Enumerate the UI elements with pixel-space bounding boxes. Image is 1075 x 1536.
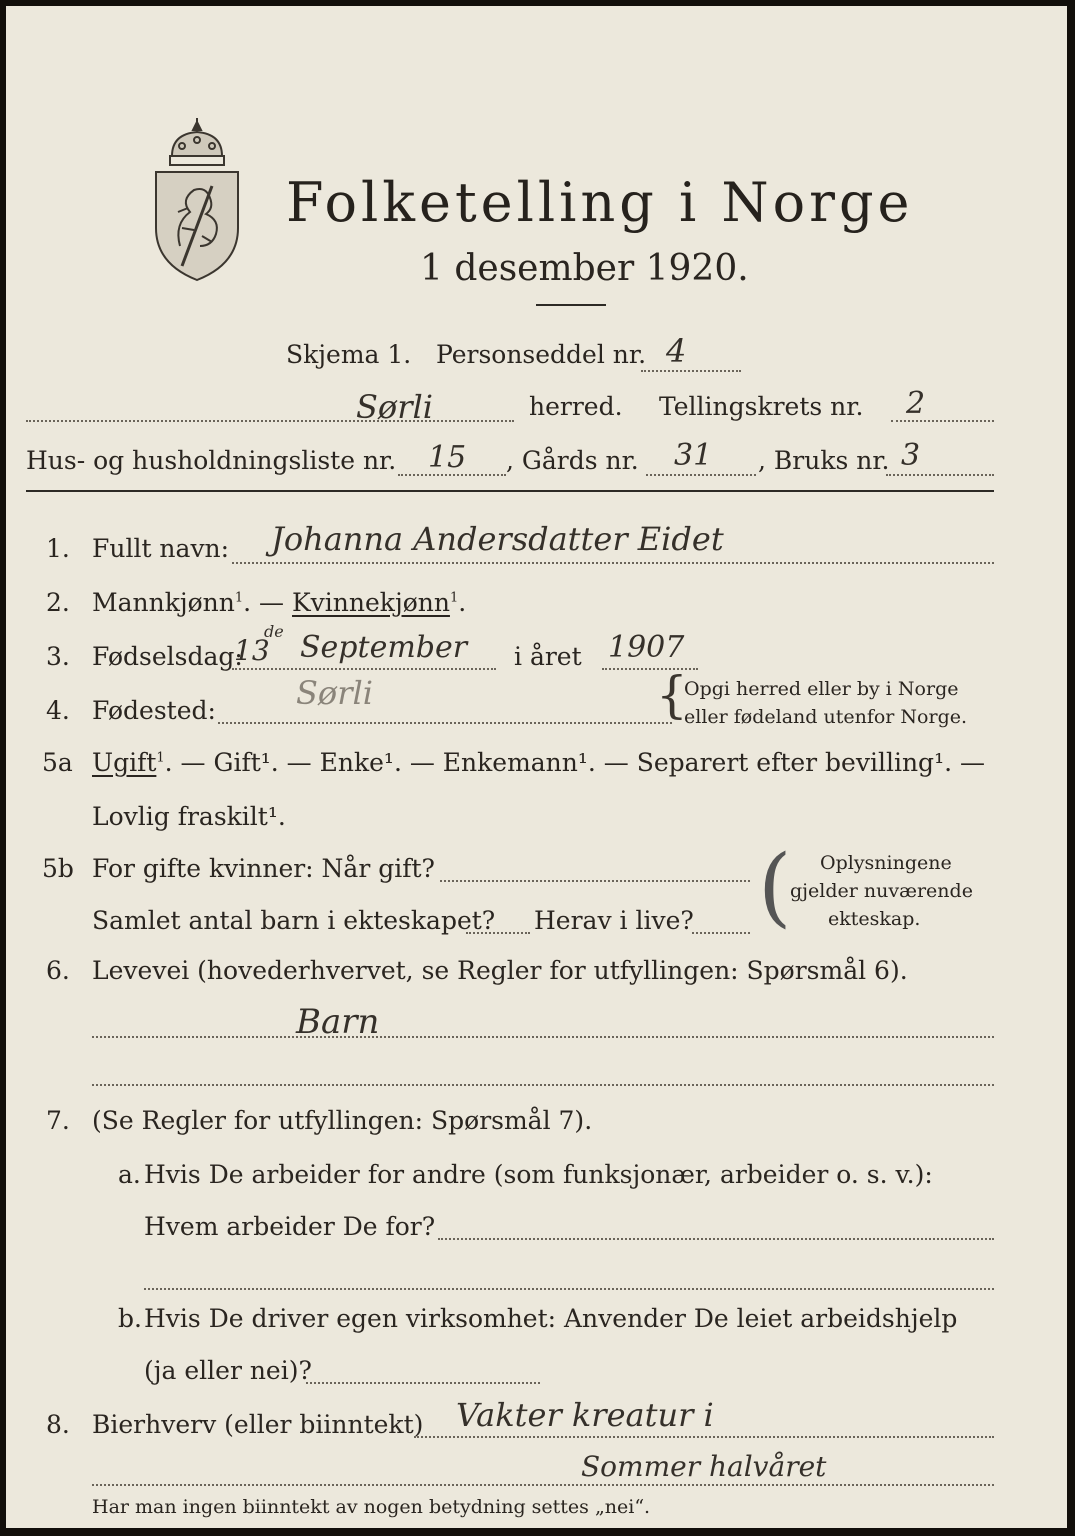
q3-label: Fødselsdag:	[92, 642, 243, 671]
q5b-label2: Samlet antal barn i ekteskapet?	[92, 906, 496, 935]
q1-label: Fullt navn:	[92, 534, 230, 563]
q7a-letter: a.	[118, 1160, 141, 1189]
personseddel-value[interactable]: 4	[666, 332, 687, 370]
tellingskrets-value[interactable]: 2	[906, 386, 926, 421]
herred-value[interactable]: Sørli	[356, 388, 433, 426]
birthplace-value[interactable]: Sørli	[296, 674, 373, 712]
gards-label: , Gårds nr.	[506, 446, 639, 475]
q5b-brace: (	[758, 837, 792, 937]
q3-year-label: i året	[514, 642, 582, 671]
q7a-label: Hvis De arbeider for andre (som funksjonær, arbeider o. s. v.):	[144, 1160, 933, 1189]
title-divider	[536, 304, 606, 306]
gards-value[interactable]: 31	[674, 438, 713, 473]
side-occupation-value1[interactable]: Vakter kreatur i	[456, 1396, 714, 1434]
q4-note-line1: Opgi herred eller by i Norge	[684, 678, 959, 700]
q5b-note2: gjelder nuværende	[790, 880, 973, 902]
q2-number: 2.	[46, 588, 70, 617]
census-date: 1 desember 1920.	[420, 248, 749, 289]
q7b-label: Hvis De driver egen virksomhet: Anvender De leiet arbeidshjelp	[144, 1304, 958, 1333]
full-name-value[interactable]: Johanna Andersdatter Eidet	[271, 520, 724, 558]
q1-number: 1.	[46, 534, 70, 563]
q2-options: Mannkjønn$^1$. — Kvinnekjønn$^1$.	[92, 588, 467, 617]
coat-of-arms-icon	[152, 116, 242, 284]
q5b-note1: Oplysningene	[820, 852, 952, 874]
q5a-line2: Lovlig fraskilt¹.	[92, 802, 286, 831]
bruks-value[interactable]: 3	[901, 438, 921, 473]
form-title: Folketelling i Norge	[286, 171, 914, 234]
q5b-number: 5b	[42, 854, 74, 883]
q7-number: 7.	[46, 1106, 70, 1135]
q5b-label3: Herav i live?	[534, 906, 694, 935]
footer-note: Har man ingen biinntekt av nogen betydning settes „nei“.	[92, 1496, 651, 1518]
birth-year-value[interactable]: 1907	[608, 630, 685, 665]
q4-number: 4.	[46, 696, 70, 725]
female-option-selected[interactable]: Kvinnekjønn	[292, 588, 450, 617]
bruks-label: , Bruks nr.	[758, 446, 890, 475]
q8-label: Bierhverv (eller biinntekt)	[92, 1410, 424, 1439]
q8-number: 8.	[46, 1410, 70, 1439]
q4-note-line2: eller fødeland utenfor Norge.	[684, 706, 968, 728]
q7a-label2: Hvem arbeider De for?	[144, 1212, 436, 1241]
herred-label: herred.	[529, 392, 623, 421]
schema-label: Skjema 1.	[286, 340, 412, 369]
q3-number: 3.	[46, 642, 70, 671]
q7b-letter: b.	[118, 1304, 142, 1333]
birth-day-value[interactable]: 13	[234, 634, 270, 667]
section-divider	[26, 490, 994, 492]
side-occupation-value2[interactable]: Sommer halvåret	[581, 1450, 827, 1483]
hus-label: Hus- og husholdningsliste nr.	[26, 446, 397, 475]
occupation-value[interactable]: Barn	[296, 1002, 380, 1042]
q4-label: Fødested:	[92, 696, 216, 725]
birth-day-suffix: de	[264, 622, 284, 641]
q5a-number: 5a	[42, 748, 73, 777]
q4-brace: {	[656, 666, 688, 724]
q5b-label1: For gifte kvinner: Når gift?	[92, 854, 435, 883]
male-option[interactable]: Mannkjønn	[92, 588, 235, 617]
hus-value[interactable]: 15	[428, 440, 467, 475]
q6-number: 6.	[46, 956, 70, 985]
birth-month-value[interactable]: September	[300, 630, 468, 665]
ugift-option-selected[interactable]: Ugift	[92, 748, 157, 777]
q7-label: (Se Regler for utfyllingen: Spørsmål 7).	[92, 1106, 593, 1135]
census-form-sheet	[6, 6, 1067, 1528]
personseddel-label: Personseddel nr.	[436, 340, 647, 369]
q5a-options: Ugift$^1$. — Gift¹. — Enke¹. — Enkemann¹. — Separert efter bevilling¹. —	[92, 748, 985, 777]
tellingskrets-label: Tellingskrets nr.	[659, 392, 864, 421]
q7b-label2: (ja eller nei)?	[144, 1356, 312, 1385]
q5b-note3: ekteskap.	[828, 908, 921, 930]
q6-label: Levevei (hovederhvervet, se Regler for utfyllingen: Spørsmål 6).	[92, 956, 908, 985]
